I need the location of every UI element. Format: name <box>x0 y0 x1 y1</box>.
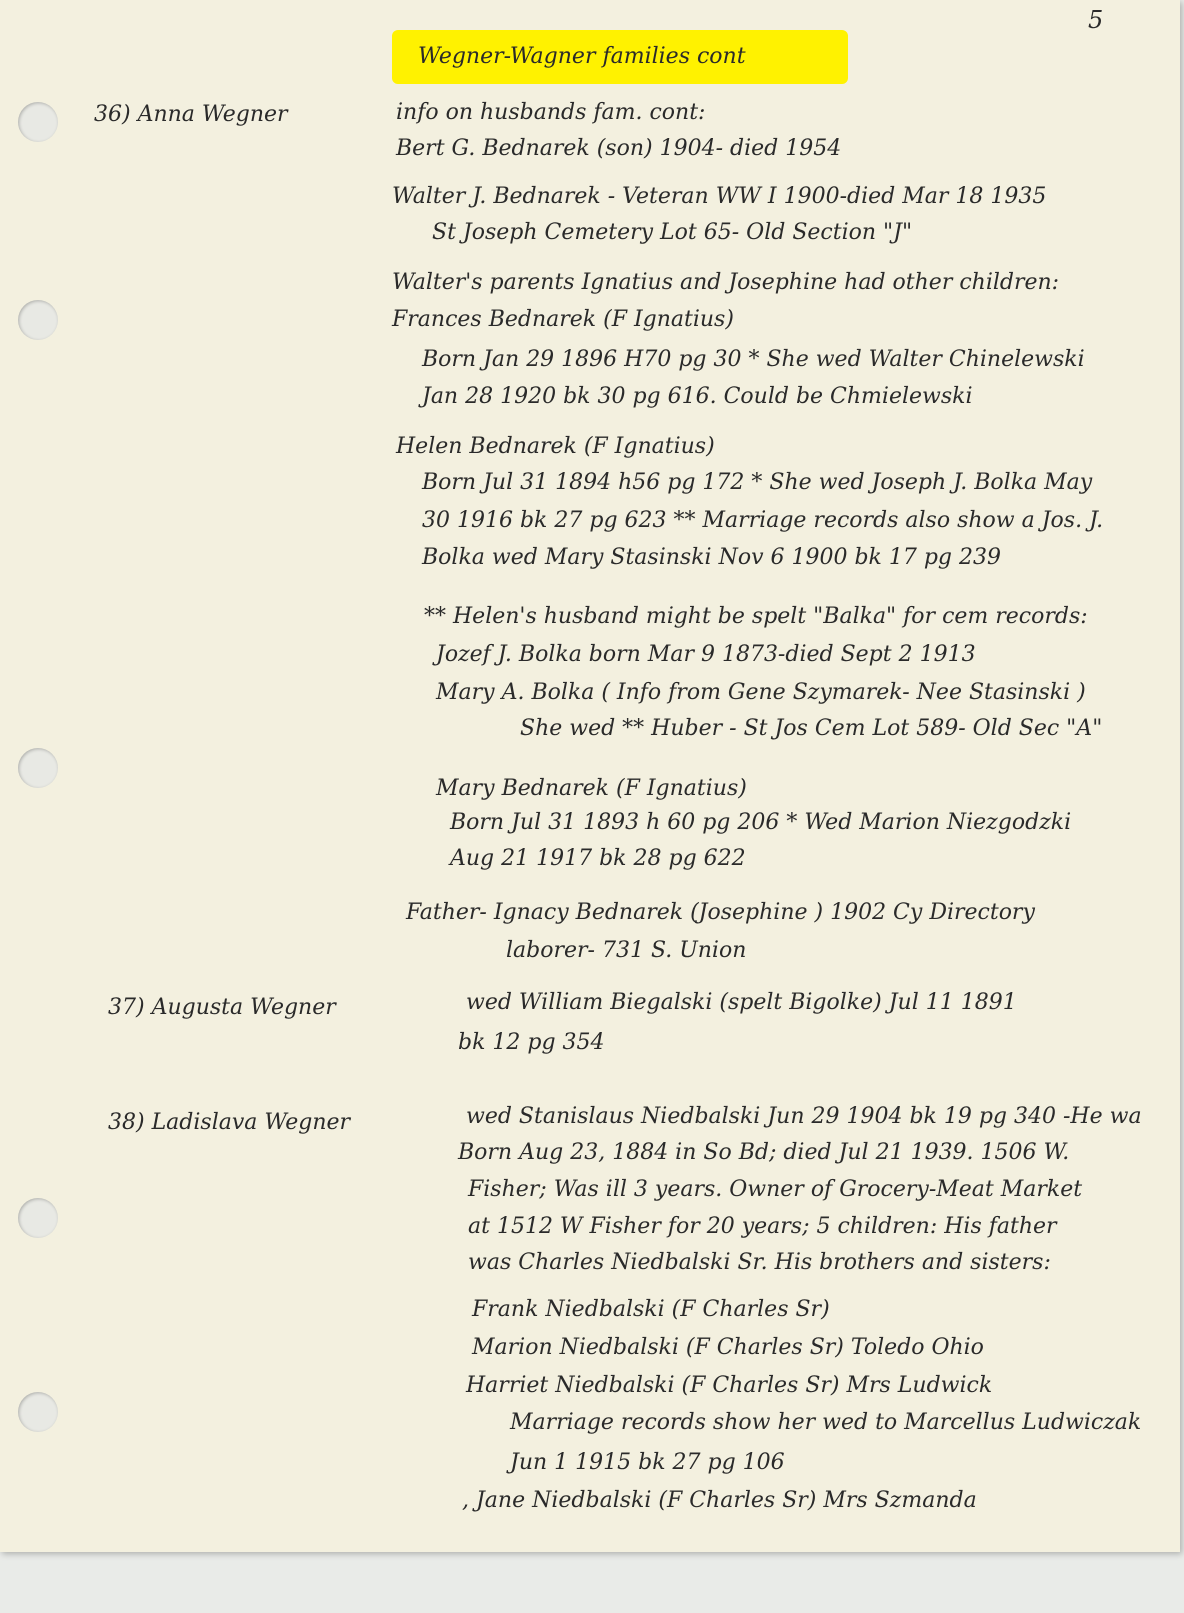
note-line: Harriet Niedbalski (F Charles Sr) Mrs Ludwick <box>466 1373 993 1398</box>
note-line: info on husbands fam. cont: <box>396 100 706 125</box>
note-line: , Jane Niedbalski (F Charles Sr) Mrs Szmanda <box>462 1488 977 1513</box>
note-line: 30 1916 bk 27 pg 623 ** Marriage records also show a Jos. J. <box>422 508 1104 533</box>
note-line: Born Jul 31 1893 h 60 pg 206 * Wed Marion Niezgodzki <box>450 810 1072 835</box>
note-line: Jan 28 1920 bk 30 pg 616. Could be Chmielewski <box>422 384 973 409</box>
note-line: Jozef J. Bolka born Mar 9 1873-died Sept 2 1913 <box>436 642 976 667</box>
note-line: Marion Niedbalski (F Charles Sr) Toledo Ohio <box>472 1335 984 1360</box>
note-line: laborer- 731 S. Union <box>506 938 747 963</box>
note-line: Born Jan 29 1896 H70 pg 30 * She wed Walter Chinelewski <box>422 347 1085 372</box>
binder-hole <box>18 1198 58 1238</box>
note-line: She wed ** Huber - St Jos Cem Lot 589- Old Sec "A" <box>520 716 1103 741</box>
note-line: Mary A. Bolka ( Info from Gene Szymarek- Nee Stasinski ) <box>436 680 1086 705</box>
note-line: at 1512 W Fisher for 20 years; 5 children: His father <box>468 1214 1057 1239</box>
note-line: Fisher; Was ill 3 years. Owner of Grocery-Meat Market <box>468 1177 1083 1202</box>
note-line: Born Jul 31 1894 h56 pg 172 * She wed Joseph J. Bolka May <box>422 470 1093 495</box>
note-line: Aug 21 1917 bk 28 pg 622 <box>450 846 746 871</box>
note-line: Father- Ignacy Bednarek (Josephine ) 1902 Cy Directory <box>406 900 1035 925</box>
note-line: Helen Bednarek (F Ignatius) <box>396 434 715 459</box>
binder-hole <box>18 102 58 142</box>
note-line: wed Stanislaus Niedbalski Jun 29 1904 bk 19 pg 340 -He wa <box>466 1104 1142 1129</box>
note-line: bk 12 pg 354 <box>458 1030 605 1055</box>
entry-label: 38) Ladislava Wegner <box>108 1110 351 1135</box>
note-line: Bert G. Bednarek (son) 1904- died 1954 <box>396 136 842 161</box>
note-line: was Charles Niedbalski Sr. His brothers and sisters: <box>468 1250 1051 1275</box>
note-line: Jun 1 1915 bk 27 pg 106 <box>510 1450 785 1475</box>
page-heading: Wegner-Wagner families cont <box>418 44 746 69</box>
note-line: Mary Bednarek (F Ignatius) <box>436 776 747 801</box>
binder-hole <box>18 300 58 340</box>
entry-label: 37) Augusta Wegner <box>108 995 336 1020</box>
note-line: Marriage records show her wed to Marcellus Ludwiczak <box>510 1410 1142 1435</box>
binder-hole <box>18 1392 58 1432</box>
note-line: Walter's parents Ignatius and Josephine had other children: <box>392 270 1060 295</box>
page-number: 5 <box>1088 6 1104 34</box>
note-line: Born Aug 23, 1884 in So Bd; died Jul 21 1939. 1506 W. <box>458 1140 1070 1165</box>
binder-hole <box>18 748 58 788</box>
note-line: Frances Bednarek (F Ignatius) <box>392 307 734 332</box>
note-line: ** Helen's husband might be spelt "Balka" for cem records: <box>424 604 1088 629</box>
note-line: Bolka wed Mary Stasinski Nov 6 1900 bk 17 pg 239 <box>422 545 1002 570</box>
note-line: Walter J. Bednarek - Veteran WW I 1900-died Mar 18 1935 <box>392 184 1047 209</box>
entry-label: 36) Anna Wegner <box>94 102 288 127</box>
note-line: wed William Biegalski (spelt Bigolke) Jul 11 1891 <box>466 990 1017 1015</box>
note-line: Frank Niedbalski (F Charles Sr) <box>472 1297 830 1322</box>
note-line: St Joseph Cemetery Lot 65- Old Section "J" <box>432 220 913 245</box>
